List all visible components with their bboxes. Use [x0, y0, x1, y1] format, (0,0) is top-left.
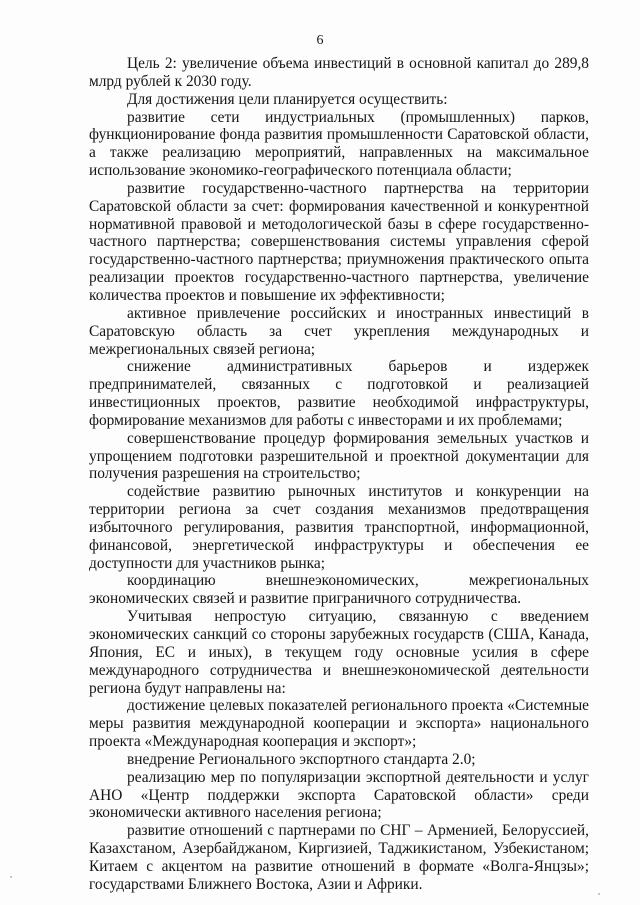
scan-speck [10, 876, 12, 878]
paragraph-coordination: координацию внешнеэкономических, межрегиональных экономических связей и развитие приграничного сотрудничества. [89, 572, 589, 608]
paragraph-market-institutions: содействие развитию рыночных институтов и конкуренции на территории региона за счет создания механизмов предотвращения избыточного регулирования, развития транспортной, информационной, финансовой, энергетической инфраструктуры и обеспечения ее доступности для участников рынка; [89, 483, 589, 572]
paragraph-goal-2: Цель 2: увеличение объема инвестиций в основной капитал до 289,8 млрд рублей к 2030 году. [89, 55, 589, 90]
paragraph-industrial-parks: развитие сети индустриальных (промышленных) парков, функционирование фонда развития промышленности Саратовской области, а также реализацию мероприятий, направленных на максимальное использование экономико-географического потенциала области; [89, 108, 589, 180]
paragraph-investment-attraction: активное привлечение российских и иностранных инвестиций в Саратовскую область за счет укрепления международных и межрегиональных связей региона; [89, 304, 589, 358]
body-text [89, 55, 589, 894]
paragraph-export-popularization: реализацию мер по популяризации экспортной деятельности и услуг АНО «Центр поддержки экспорта Саратовской области» среди экономически активного населения региона; [89, 768, 589, 822]
paragraph-public-private-partnership: развитие государственно-частного партнерства на территории Саратовской области за счет: формирования качественной и конкурентной нормативной правовой и методологической базы в сфере государственно-частного партнерства; совершенствования системы управления сферой государственно-частного партнерства; приумножения практического опыта реализации проектов государственно-частного партнерства, увеличение количества проектов и повышение их эффективности; [89, 179, 589, 304]
paragraph-sanctions-context: Учитывая непростую ситуацию, связанную с введением экономических санкций со стороны зарубежных государств (США, Канада, Япония, ЕС и иных), в текущем году основные усилия в сфере международного сотрудничества и внешнеэкономической деятельности региона будут направлены на: [89, 608, 589, 697]
page-number: 6 [316, 33, 324, 48]
paragraph-regional-project: достижение целевых показателей регионального проекта «Системные меры развития международной кооперации и экспорта» национального проекта «Международная кооперация и экспорт»; [89, 697, 589, 751]
paragraph-administrative-barriers: снижение административных барьеров и издержек предпринимателей, связанных с подготовкой и реализацией инвестиционных проектов, развитие необходимой инфраструктуры, формирование механизмов для работы с инвесторами и их проблемами; [89, 358, 589, 429]
paragraph-export-standard: внедрение Регионального экспортного стандарта 2.0; [127, 750, 476, 768]
paragraph-land-procedures: совершенствование процедур формирования земельных участков и упрощением подготовки разрешительной и проектной документации для получения разрешения на строительство; [89, 429, 589, 483]
paragraph-cis-partners: развитие отношений с партнерами по СНГ – Арменией, Белоруссией, Казахстаном, Азербайджаном, Киргизией, Таджикистаном, Узбекистаном; Китаем с акцентом на развитие отношений в формате «Волга-Янцзы»; государствами Ближнего Востока, Азии и Африки. [89, 822, 589, 893]
paragraph-intro: Для достижения цели планируется осуществить: [127, 90, 448, 108]
scan-speck [598, 893, 600, 895]
